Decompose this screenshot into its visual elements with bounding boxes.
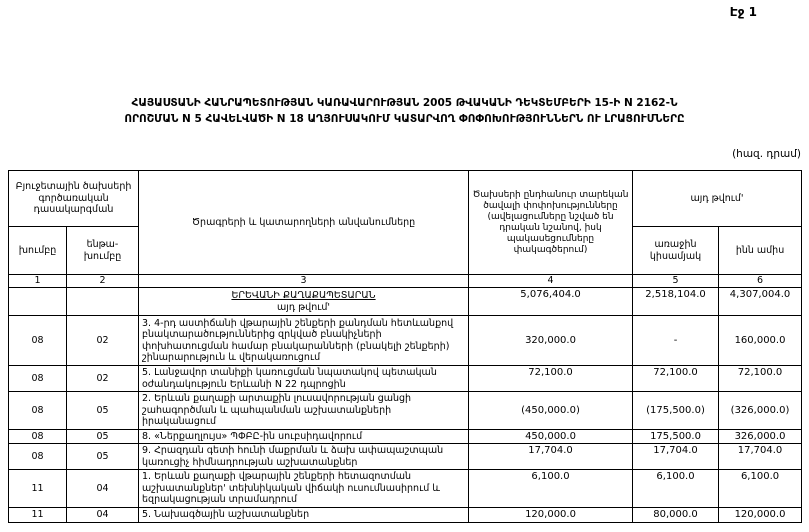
cell-subgroup: 02	[67, 366, 139, 392]
cell-first-half: (175,500.0)	[633, 392, 719, 430]
cell-first-half: -	[633, 316, 719, 366]
cell-total: 72,100.0	[469, 366, 633, 392]
col-number-3: 3	[139, 275, 469, 288]
cell-program-name: 2. Երևան քաղաքի արտաքին լուսավորության ցանցի շահագործման և պահպանման աշխատանքների իրականացում	[139, 392, 469, 430]
cell-nine-months: (326,000.0)	[719, 392, 802, 430]
cell-total: 5,076,404.0	[469, 288, 633, 316]
cell-total: 320,000.0	[469, 316, 633, 366]
cell-program-name: 8. «Ներքաղլույս» ՊՓԲԸ-ին սուբսիդավորում	[139, 429, 469, 444]
cell-group	[9, 288, 67, 316]
header-nine-months: ինն ամիս	[719, 227, 802, 275]
cell-program-name: 9. Հրազդան գետի հունի մաքրման և ձախ ափապաշտպան կառուցիչ հիմնադրության աշխատանքներ	[139, 444, 469, 470]
cell-total: 450,000.0	[469, 429, 633, 444]
cell-group: 08	[9, 316, 67, 366]
table-row	[9, 508, 802, 523]
header-total-annual-change: Ծախսերի ընդհանուր տարեկան ծավալի փոփոխությունները (ավելացումները նշված են դրական նշանով, իսկ պակասեցումները փակագծերում)	[469, 171, 633, 275]
page-number-marker: Էջ 1	[729, 5, 757, 19]
cell-nine-months: 72,100.0	[719, 366, 802, 392]
table-row	[9, 470, 802, 508]
cell-group: 11	[9, 470, 67, 508]
table-row	[9, 429, 802, 444]
cell-group: 11	[9, 508, 67, 523]
municipality-title: ԵՐԵՎԱՆԻ ՔԱՂԱՔԱՊԵՏԱՐԱՆ	[231, 290, 376, 301]
col-number-2: 2	[67, 275, 139, 288]
cell-first-half: 175,500.0	[633, 429, 719, 444]
document-title-line1: ՀԱՅԱՍՏԱՆԻ ՀԱՆՐԱՊԵՏՈՒԹՅԱՆ ԿԱՌԱՎԱՐՈՒԹՅԱՆ 2005 ԹՎԱԿԱՆԻ ԴԵԿՏԵՄԲԵՐԻ 15-Ի N 2162-Ն	[131, 97, 678, 109]
cell-subgroup	[67, 288, 139, 316]
header-row-top	[9, 171, 802, 227]
cell-group: 08	[9, 444, 67, 470]
cell-program-name	[139, 288, 469, 316]
table-row	[9, 316, 802, 366]
municipality-subtitle: այդ թվում'	[277, 301, 330, 313]
cell-nine-months: 4,307,004.0	[719, 288, 802, 316]
table-row-municipality	[9, 288, 802, 316]
cell-total: (450,000.0)	[469, 392, 633, 430]
col-number-5: 5	[633, 275, 719, 288]
cell-first-half: 2,518,104.0	[633, 288, 719, 316]
cell-total: 120,000.0	[469, 508, 633, 523]
cell-program-name: 1. Երևան քաղաքի վթարային շենքերի հետազոտման աշխատանքներ' տեխնիկական վիճակի ուսումնասիրում և եզրակացության տրամադրում	[139, 470, 469, 508]
col-number-4: 4	[469, 275, 633, 288]
col-number-1: 1	[9, 275, 67, 288]
header-functional-classification: Բյուջետային ծախսերի գործառական դասակարգման	[9, 171, 139, 227]
cell-total: 17,704.0	[469, 444, 633, 470]
col-number-6: 6	[719, 275, 802, 288]
cell-nine-months: 17,704.0	[719, 444, 802, 470]
cell-group: 08	[9, 366, 67, 392]
changes-table	[8, 170, 802, 523]
header-programs: Ծրագրերի և կատարողների անվանումները	[139, 171, 469, 275]
column-number-row	[9, 275, 802, 288]
cell-subgroup: 05	[67, 429, 139, 444]
cell-subgroup: 05	[67, 392, 139, 430]
document-title-line2: ՈՐՈՇՄԱՆ N 5 ՀԱՎԵԼՎԱԾԻ N 18 ԱՂՅՈՒՍԱԿՈՒՄ ԿԱՏԱՐՎՈՂ ՓՈՓՈԽՈՒԹՅՈՒՆՆԵՐՆ ՈՒ ԼՐԱՑՈՒՄՆԵՐԸ	[124, 113, 685, 125]
header-including: այդ թվում'	[633, 171, 802, 227]
cell-nine-months: 6,100.0	[719, 470, 802, 508]
cell-total: 6,100.0	[469, 470, 633, 508]
cell-subgroup: 04	[67, 508, 139, 523]
cell-program-name: 5. Նախագծային աշխատանքներ	[139, 508, 469, 523]
cell-first-half: 72,100.0	[633, 366, 719, 392]
cell-first-half: 17,704.0	[633, 444, 719, 470]
document-title	[20, 95, 789, 127]
cell-group: 08	[9, 429, 67, 444]
cell-first-half: 6,100.0	[633, 470, 719, 508]
cell-program-name: 5. Լանջավոր տանիքի կառուցման նպատակով պետական օժանդակություն Երևանի N 22 դպրոցին	[139, 366, 469, 392]
cell-nine-months: 160,000.0	[719, 316, 802, 366]
cell-nine-months: 326,000.0	[719, 429, 802, 444]
currency-unit-note: (հազ. դրամ)	[732, 148, 801, 160]
header-subgroup: ենթա-խումբը	[67, 227, 139, 275]
cell-subgroup: 04	[67, 470, 139, 508]
header-first-half-year: առաջին կիսամյակ	[633, 227, 719, 275]
table-row	[9, 392, 802, 430]
table-row	[9, 366, 802, 392]
cell-subgroup: 02	[67, 316, 139, 366]
table-row	[9, 444, 802, 470]
cell-subgroup: 05	[67, 444, 139, 470]
cell-first-half: 80,000.0	[633, 508, 719, 523]
cell-program-name: 3. 4-րդ աստիճանի վթարային շենքերի քանդման հետևանքով բնակտարածություններից զրկված բնակիչների փոխհատուցման համար բնակարանների (բնակելի շենքերի) շինարարություն և վերակառուցում	[139, 316, 469, 366]
header-group: խումբը	[9, 227, 67, 275]
cell-nine-months: 120,000.0	[719, 508, 802, 523]
cell-group: 08	[9, 392, 67, 430]
